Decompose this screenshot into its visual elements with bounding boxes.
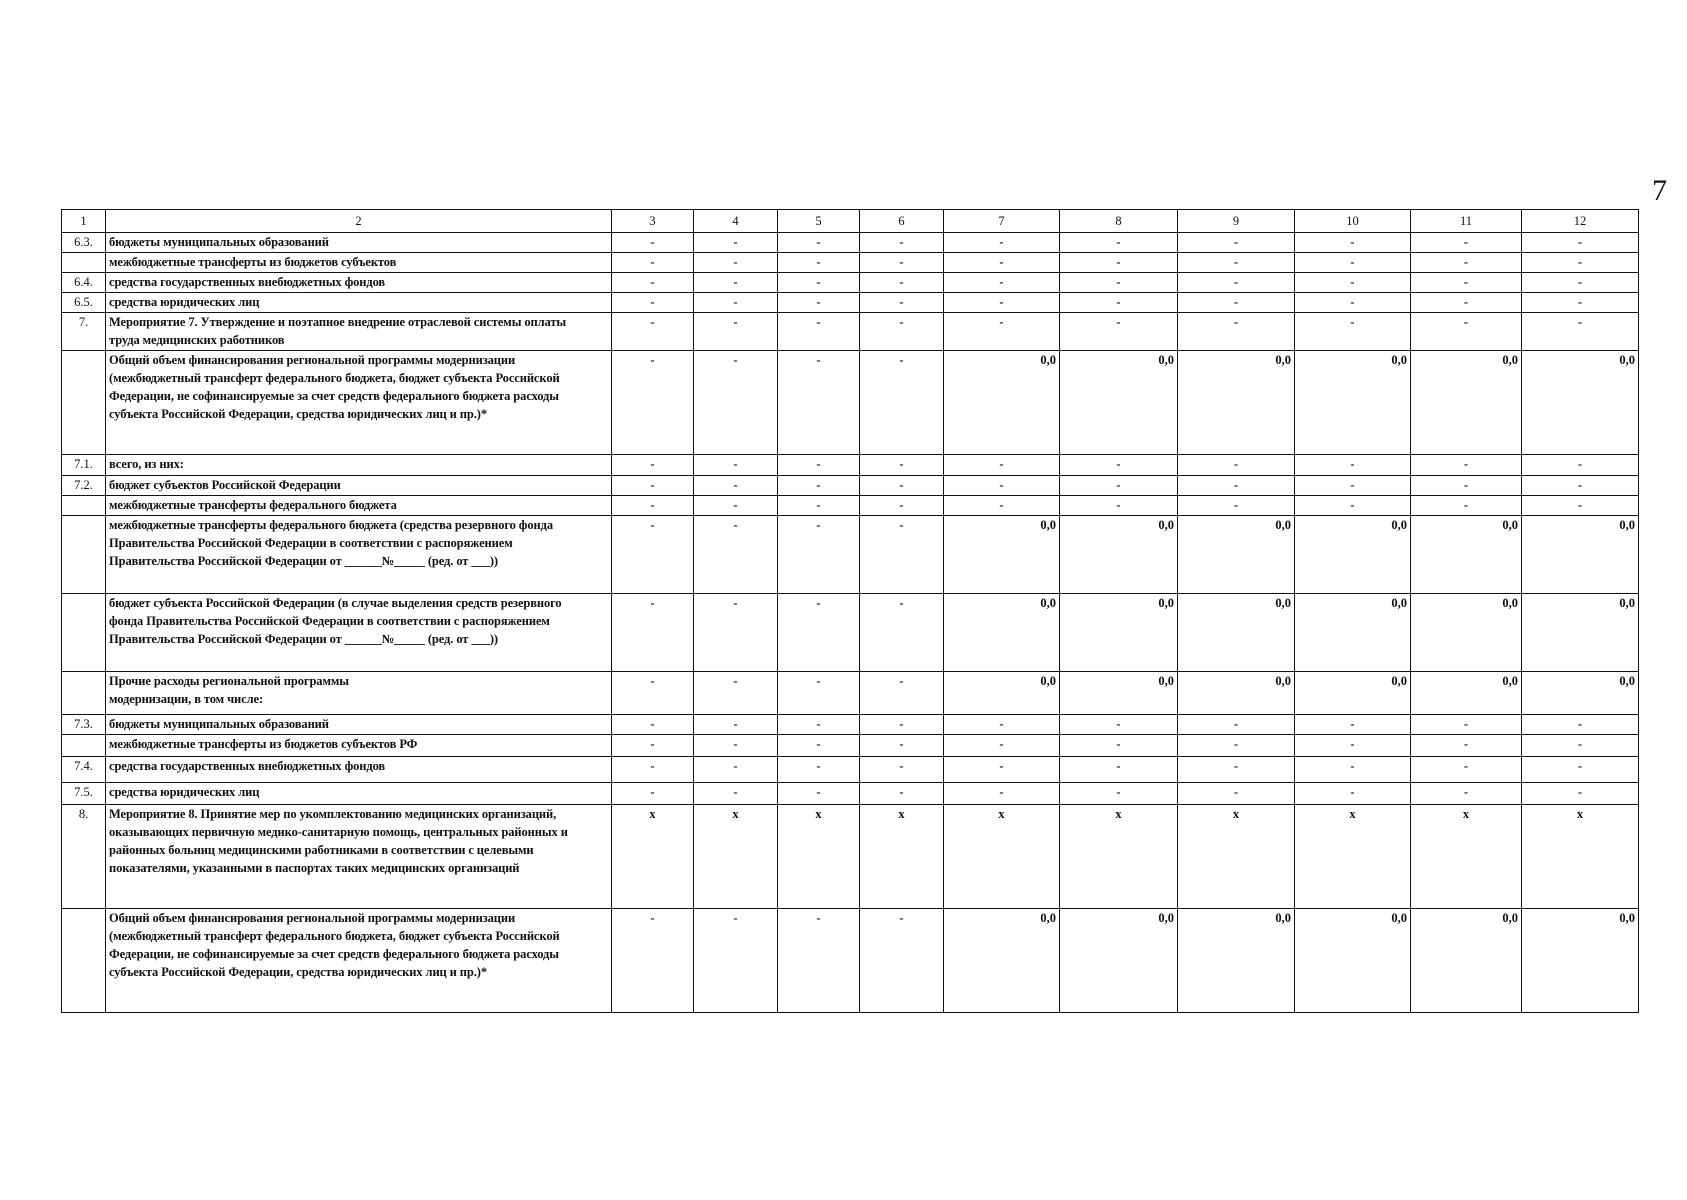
table-row bbox=[62, 715, 1639, 735]
value-cell: - bbox=[778, 233, 860, 253]
value-cell: - bbox=[612, 496, 694, 516]
value-cell: - bbox=[778, 735, 860, 757]
value-cell: - bbox=[1060, 273, 1178, 293]
value-cell: - bbox=[860, 496, 944, 516]
value-cell: 0,0 bbox=[1178, 594, 1295, 672]
value-cell: x bbox=[1060, 805, 1178, 909]
value-cell: - bbox=[944, 455, 1060, 476]
value-cell: - bbox=[694, 496, 778, 516]
value-cell: - bbox=[860, 351, 944, 455]
value-cell: - bbox=[694, 594, 778, 672]
value-cell: - bbox=[612, 783, 694, 805]
value-cell: - bbox=[1295, 313, 1411, 351]
row-number: 6.4. bbox=[62, 273, 106, 293]
row-description: Прочие расходы региональной программы модернизации, в том числе: bbox=[106, 672, 612, 715]
table-row bbox=[62, 496, 1639, 516]
value-cell: - bbox=[1295, 735, 1411, 757]
value-cell: x bbox=[1295, 805, 1411, 909]
value-cell: - bbox=[1178, 293, 1295, 313]
row-number bbox=[62, 909, 106, 1013]
value-cell: - bbox=[778, 476, 860, 496]
value-cell: - bbox=[1060, 496, 1178, 516]
value-cell: - bbox=[694, 783, 778, 805]
value-cell: - bbox=[860, 594, 944, 672]
value-cell: - bbox=[1060, 715, 1178, 735]
value-cell: - bbox=[1295, 757, 1411, 783]
value-cell: - bbox=[694, 715, 778, 735]
value-cell: - bbox=[1411, 233, 1522, 253]
column-header: 3 bbox=[612, 210, 694, 233]
value-cell: - bbox=[694, 476, 778, 496]
value-cell: 0,0 bbox=[1522, 351, 1639, 455]
column-header: 8 bbox=[1060, 210, 1178, 233]
value-cell: - bbox=[1411, 757, 1522, 783]
value-cell: 0,0 bbox=[1411, 351, 1522, 455]
value-cell: - bbox=[612, 594, 694, 672]
value-cell: - bbox=[778, 783, 860, 805]
value-cell: - bbox=[1178, 233, 1295, 253]
row-number: 8. bbox=[62, 805, 106, 909]
value-cell: x bbox=[1522, 805, 1639, 909]
value-cell: - bbox=[1178, 273, 1295, 293]
value-cell: - bbox=[694, 233, 778, 253]
row-number: 7.4. bbox=[62, 757, 106, 783]
value-cell: - bbox=[860, 455, 944, 476]
value-cell: x bbox=[944, 805, 1060, 909]
value-cell: - bbox=[1178, 253, 1295, 273]
row-description: межбюджетные трансферты из бюджетов субъектов РФ bbox=[106, 735, 612, 757]
value-cell: 0,0 bbox=[1411, 516, 1522, 594]
value-cell: - bbox=[1060, 253, 1178, 273]
value-cell: - bbox=[778, 594, 860, 672]
table-row bbox=[62, 516, 1639, 594]
table-row bbox=[62, 455, 1639, 476]
value-cell: - bbox=[612, 672, 694, 715]
value-cell: - bbox=[1178, 455, 1295, 476]
value-cell: - bbox=[1411, 313, 1522, 351]
row-number: 7.5. bbox=[62, 783, 106, 805]
value-cell: - bbox=[778, 516, 860, 594]
row-description: Мероприятие 7. Утверждение и поэтапное внедрение отраслевой системы оплаты труда медицинских работников bbox=[106, 313, 612, 351]
value-cell: - bbox=[1522, 313, 1639, 351]
value-cell: - bbox=[1411, 715, 1522, 735]
table-row bbox=[62, 909, 1639, 1013]
value-cell: - bbox=[860, 293, 944, 313]
row-number: 6.3. bbox=[62, 233, 106, 253]
row-number: 6.5. bbox=[62, 293, 106, 313]
row-description: межбюджетные трансферты федерального бюджета (средства резервного фонда Правительства Российской Федерации в соответствии с распоряжением Правительства Российской Федерации от ______№_____ (ред. от ___)) bbox=[106, 516, 612, 594]
value-cell: - bbox=[694, 735, 778, 757]
value-cell: x bbox=[860, 805, 944, 909]
row-description: средства государственных внебюджетных фондов bbox=[106, 757, 612, 783]
value-cell: x bbox=[1178, 805, 1295, 909]
row-number bbox=[62, 594, 106, 672]
table-row bbox=[62, 313, 1639, 351]
value-cell: - bbox=[778, 757, 860, 783]
value-cell: - bbox=[612, 273, 694, 293]
value-cell: - bbox=[1411, 735, 1522, 757]
value-cell: x bbox=[778, 805, 860, 909]
value-cell: 0,0 bbox=[1295, 909, 1411, 1013]
table-header-row bbox=[62, 210, 1639, 233]
value-cell: - bbox=[944, 233, 1060, 253]
value-cell: - bbox=[1522, 783, 1639, 805]
value-cell: - bbox=[1060, 293, 1178, 313]
value-cell: - bbox=[860, 757, 944, 783]
value-cell: - bbox=[694, 672, 778, 715]
table-row bbox=[62, 273, 1639, 293]
value-cell: - bbox=[778, 293, 860, 313]
row-description: межбюджетные трансферты из бюджетов субъектов bbox=[106, 253, 612, 273]
row-number: 7.3. bbox=[62, 715, 106, 735]
value-cell: - bbox=[778, 496, 860, 516]
table-row bbox=[62, 735, 1639, 757]
row-description: бюджеты муниципальных образований bbox=[106, 233, 612, 253]
column-header: 7 bbox=[944, 210, 1060, 233]
value-cell: - bbox=[612, 516, 694, 594]
value-cell: - bbox=[694, 757, 778, 783]
value-cell: - bbox=[1295, 783, 1411, 805]
value-cell: - bbox=[860, 672, 944, 715]
row-description: средства юридических лиц bbox=[106, 783, 612, 805]
value-cell: - bbox=[612, 313, 694, 351]
value-cell: - bbox=[860, 233, 944, 253]
value-cell: - bbox=[1060, 313, 1178, 351]
value-cell: - bbox=[944, 273, 1060, 293]
value-cell: - bbox=[1178, 496, 1295, 516]
column-header: 1 bbox=[62, 210, 106, 233]
value-cell: - bbox=[612, 757, 694, 783]
value-cell: - bbox=[860, 253, 944, 273]
value-cell: - bbox=[944, 476, 1060, 496]
table-row bbox=[62, 783, 1639, 805]
value-cell: - bbox=[944, 757, 1060, 783]
value-cell: 0,0 bbox=[1295, 594, 1411, 672]
value-cell: - bbox=[1060, 455, 1178, 476]
value-cell: - bbox=[1411, 253, 1522, 273]
value-cell: - bbox=[612, 715, 694, 735]
table-row bbox=[62, 594, 1639, 672]
value-cell: - bbox=[1295, 476, 1411, 496]
value-cell: - bbox=[1060, 476, 1178, 496]
value-cell: - bbox=[860, 516, 944, 594]
value-cell: 0,0 bbox=[1522, 672, 1639, 715]
table-row bbox=[62, 351, 1639, 455]
value-cell: - bbox=[944, 496, 1060, 516]
value-cell: - bbox=[694, 313, 778, 351]
value-cell: 0,0 bbox=[944, 672, 1060, 715]
value-cell: 0,0 bbox=[1522, 516, 1639, 594]
value-cell: - bbox=[1522, 293, 1639, 313]
value-cell: - bbox=[694, 909, 778, 1013]
value-cell: - bbox=[1522, 715, 1639, 735]
value-cell: - bbox=[1060, 757, 1178, 783]
value-cell: - bbox=[778, 672, 860, 715]
value-cell: - bbox=[944, 293, 1060, 313]
value-cell: - bbox=[1295, 455, 1411, 476]
column-header: 11 bbox=[1411, 210, 1522, 233]
column-header: 4 bbox=[694, 210, 778, 233]
row-description: средства государственных внебюджетных фондов bbox=[106, 273, 612, 293]
value-cell: - bbox=[694, 351, 778, 455]
value-cell: - bbox=[694, 273, 778, 293]
value-cell: - bbox=[778, 455, 860, 476]
value-cell: - bbox=[1522, 233, 1639, 253]
value-cell: 0,0 bbox=[1295, 672, 1411, 715]
value-cell: 0,0 bbox=[1411, 672, 1522, 715]
value-cell: 0,0 bbox=[944, 594, 1060, 672]
value-cell: 0,0 bbox=[1060, 594, 1178, 672]
column-header: 12 bbox=[1522, 210, 1639, 233]
value-cell: - bbox=[1060, 233, 1178, 253]
value-cell: - bbox=[778, 253, 860, 273]
value-cell: - bbox=[612, 735, 694, 757]
row-number bbox=[62, 496, 106, 516]
value-cell: - bbox=[944, 253, 1060, 273]
value-cell: - bbox=[612, 293, 694, 313]
table-body bbox=[62, 210, 1639, 1013]
page-number: 7 bbox=[1652, 174, 1667, 207]
table-row bbox=[62, 805, 1639, 909]
value-cell: 0,0 bbox=[1178, 909, 1295, 1013]
value-cell: - bbox=[778, 715, 860, 735]
table-row bbox=[62, 293, 1639, 313]
table-row bbox=[62, 253, 1639, 273]
value-cell: - bbox=[1295, 715, 1411, 735]
row-description: бюджет субъектов Российской Федерации bbox=[106, 476, 612, 496]
value-cell: - bbox=[944, 715, 1060, 735]
value-cell: - bbox=[1178, 735, 1295, 757]
value-cell: - bbox=[1522, 757, 1639, 783]
table-row bbox=[62, 672, 1639, 715]
row-description: межбюджетные трансферты федерального бюджета bbox=[106, 496, 612, 516]
value-cell: - bbox=[612, 455, 694, 476]
value-cell: - bbox=[1411, 455, 1522, 476]
value-cell: - bbox=[860, 476, 944, 496]
value-cell: - bbox=[1522, 455, 1639, 476]
value-cell: 0,0 bbox=[1060, 516, 1178, 594]
row-number: 7.1. bbox=[62, 455, 106, 476]
value-cell: - bbox=[1178, 757, 1295, 783]
value-cell: 0,0 bbox=[944, 909, 1060, 1013]
row-description: Общий объем финансирования региональной программы модернизации (межбюджетный трансферт федерального бюджета, бюджет субъекта Российской Федерации, не софинансируемые за счет средств федерального бюджета расходы субъекта Российской Федерации, средства юридических лиц и пр.)* bbox=[106, 351, 612, 455]
value-cell: - bbox=[1295, 496, 1411, 516]
value-cell: - bbox=[860, 909, 944, 1013]
row-number: 7. bbox=[62, 313, 106, 351]
value-cell: - bbox=[1178, 313, 1295, 351]
value-cell: - bbox=[1411, 476, 1522, 496]
table-row bbox=[62, 233, 1639, 253]
value-cell: 0,0 bbox=[1295, 516, 1411, 594]
value-cell: - bbox=[1295, 253, 1411, 273]
column-header: 6 bbox=[860, 210, 944, 233]
value-cell: 0,0 bbox=[944, 351, 1060, 455]
value-cell: 0,0 bbox=[1522, 909, 1639, 1013]
value-cell: - bbox=[778, 313, 860, 351]
value-cell: - bbox=[860, 273, 944, 293]
value-cell: - bbox=[944, 313, 1060, 351]
value-cell: - bbox=[1178, 783, 1295, 805]
value-cell: - bbox=[778, 273, 860, 293]
row-number bbox=[62, 253, 106, 273]
value-cell: - bbox=[944, 735, 1060, 757]
value-cell: 0,0 bbox=[1060, 351, 1178, 455]
value-cell: - bbox=[1522, 735, 1639, 757]
value-cell: - bbox=[1522, 253, 1639, 273]
row-description: бюджеты муниципальных образований bbox=[106, 715, 612, 735]
row-description: Мероприятие 8. Принятие мер по укомплектованию медицинских организаций, оказывающих первичную медико-санитарную помощь, центральных районных и районных больниц медицинскими работниками в соответствии с целевыми показателями, указанными в паспортах таких медицинских организаций bbox=[106, 805, 612, 909]
value-cell: - bbox=[612, 476, 694, 496]
value-cell: 0,0 bbox=[1060, 672, 1178, 715]
value-cell: - bbox=[1295, 273, 1411, 293]
column-header: 9 bbox=[1178, 210, 1295, 233]
value-cell: - bbox=[694, 293, 778, 313]
value-cell: - bbox=[612, 233, 694, 253]
row-description: средства юридических лиц bbox=[106, 293, 612, 313]
value-cell: - bbox=[1060, 783, 1178, 805]
value-cell: - bbox=[1178, 715, 1295, 735]
value-cell: - bbox=[860, 715, 944, 735]
value-cell: 0,0 bbox=[1178, 516, 1295, 594]
value-cell: - bbox=[860, 313, 944, 351]
value-cell: 0,0 bbox=[1060, 909, 1178, 1013]
row-number: 7.2. bbox=[62, 476, 106, 496]
value-cell: 0,0 bbox=[1178, 672, 1295, 715]
column-header: 10 bbox=[1295, 210, 1411, 233]
column-header: 2 bbox=[106, 210, 612, 233]
value-cell: - bbox=[612, 253, 694, 273]
value-cell: - bbox=[944, 783, 1060, 805]
row-number bbox=[62, 351, 106, 455]
table-row bbox=[62, 757, 1639, 783]
value-cell: x bbox=[612, 805, 694, 909]
value-cell: x bbox=[1411, 805, 1522, 909]
value-cell: 0,0 bbox=[1411, 594, 1522, 672]
row-number bbox=[62, 672, 106, 715]
value-cell: - bbox=[1295, 233, 1411, 253]
value-cell: - bbox=[1178, 476, 1295, 496]
row-number bbox=[62, 735, 106, 757]
row-description: бюджет субъекта Российской Федерации (в случае выделения средств резервного фонда Правительства Российской Федерации в соответствии с распоряжением Правительства Российской Федерации от ______№_____ (ред. от ___)) bbox=[106, 594, 612, 672]
row-description: всего, из них: bbox=[106, 455, 612, 476]
value-cell: 0,0 bbox=[1411, 909, 1522, 1013]
value-cell: - bbox=[778, 351, 860, 455]
value-cell: 0,0 bbox=[1522, 594, 1639, 672]
value-cell: 0,0 bbox=[1178, 351, 1295, 455]
table-row bbox=[62, 476, 1639, 496]
value-cell: - bbox=[1295, 293, 1411, 313]
value-cell: - bbox=[694, 455, 778, 476]
row-description: Общий объем финансирования региональной программы модернизации (межбюджетный трансферт федерального бюджета, бюджет субъекта Российской Федерации, не софинансируемые за счет средств федерального бюджета расходы субъекта Российской Федерации, средства юридических лиц и пр.)* bbox=[106, 909, 612, 1013]
value-cell: - bbox=[1411, 293, 1522, 313]
value-cell: - bbox=[1411, 783, 1522, 805]
value-cell: 0,0 bbox=[1295, 351, 1411, 455]
value-cell: - bbox=[778, 909, 860, 1013]
financing-table bbox=[61, 209, 1639, 1013]
value-cell: - bbox=[1522, 496, 1639, 516]
value-cell: - bbox=[612, 909, 694, 1013]
value-cell: - bbox=[694, 253, 778, 273]
value-cell: - bbox=[694, 516, 778, 594]
value-cell: - bbox=[612, 351, 694, 455]
value-cell: - bbox=[1411, 273, 1522, 293]
value-cell: - bbox=[1522, 273, 1639, 293]
value-cell: - bbox=[1411, 496, 1522, 516]
column-header: 5 bbox=[778, 210, 860, 233]
value-cell: 0,0 bbox=[944, 516, 1060, 594]
value-cell: - bbox=[860, 735, 944, 757]
value-cell: x bbox=[694, 805, 778, 909]
row-number bbox=[62, 516, 106, 594]
value-cell: - bbox=[1060, 735, 1178, 757]
value-cell: - bbox=[1522, 476, 1639, 496]
value-cell: - bbox=[860, 783, 944, 805]
